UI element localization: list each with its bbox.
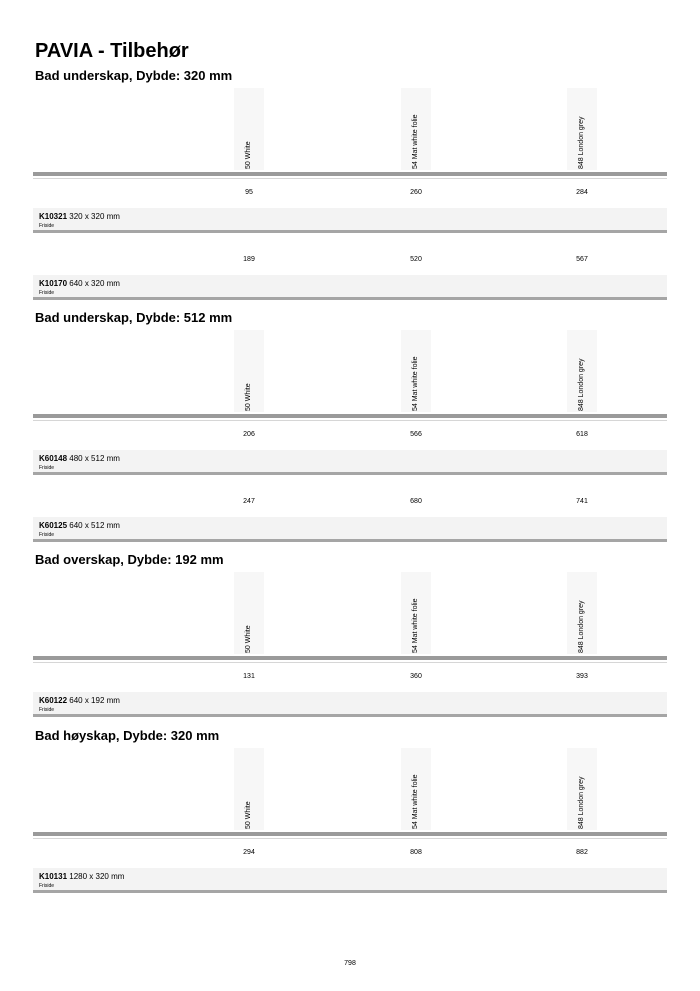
row-rule — [33, 297, 667, 300]
product-line — [39, 279, 120, 288]
column-label: 54 Mat white folie — [412, 598, 419, 653]
table-row — [0, 487, 700, 553]
row-rule — [33, 230, 667, 233]
product-band — [33, 517, 667, 539]
column-label: 50 White — [245, 801, 252, 829]
price-cell: 247 — [243, 498, 255, 505]
price-cell: 808 — [410, 849, 422, 856]
column-label: 54 Mat white folie — [412, 774, 419, 829]
header-rule — [33, 656, 667, 660]
column-header — [0, 330, 700, 414]
product-code: K60125 — [39, 521, 68, 530]
row-rule — [33, 890, 667, 893]
column-label: 848 London grey — [578, 600, 585, 653]
product-subtitle: Friside — [39, 883, 55, 889]
section-title: Bad underskap, Dybde: 320 mm — [35, 68, 233, 83]
section-title: Bad høyskap, Dybde: 320 mm — [35, 728, 220, 743]
product-subtitle: Friside — [39, 707, 55, 713]
product-code: K10131 — [39, 872, 68, 881]
product-subtitle: Friside — [39, 290, 55, 296]
price-cell: 741 — [576, 498, 588, 505]
row-rule — [33, 714, 667, 717]
product-code: K10321 — [39, 212, 68, 221]
product-size: 640 x 192 mm — [69, 696, 120, 705]
price-cell: 680 — [410, 498, 422, 505]
price-cell: 284 — [576, 189, 588, 196]
product-line — [39, 872, 124, 881]
product-band — [33, 450, 667, 472]
row-rule — [33, 539, 667, 542]
price-cell: 131 — [243, 673, 255, 680]
product-size: 320 x 320 mm — [69, 212, 120, 221]
product-band — [33, 868, 667, 890]
column-label: 848 London grey — [578, 776, 585, 829]
product-line — [39, 212, 120, 221]
product-subtitle: Friside — [39, 223, 55, 229]
page-title: PAVIA - Tilbehør — [35, 40, 189, 62]
price-cell: 567 — [576, 256, 588, 263]
product-subtitle: Friside — [39, 532, 55, 538]
price-cell: 294 — [243, 849, 255, 856]
column-label: 54 Mat white folie — [412, 356, 419, 411]
price-cell: 520 — [410, 256, 422, 263]
header-rule — [33, 414, 667, 418]
product-line — [39, 696, 120, 705]
price-cell: 618 — [576, 431, 588, 438]
section-title: Bad overskap, Dybde: 192 mm — [35, 552, 224, 567]
product-code: K60148 — [39, 454, 68, 463]
table-row — [0, 662, 700, 728]
table-row — [0, 420, 700, 486]
product-code: K10170 — [39, 279, 68, 288]
product-size: 640 x 320 mm — [69, 279, 120, 288]
product-size: 1280 x 320 mm — [69, 872, 125, 881]
product-size: 640 x 512 mm — [69, 521, 120, 530]
column-label: 54 Mat white folie — [412, 114, 419, 169]
price-cell: 882 — [576, 849, 588, 856]
product-subtitle: Friside — [39, 465, 55, 471]
column-header — [0, 748, 700, 832]
price-cell: 189 — [243, 256, 255, 263]
table-row — [0, 178, 700, 244]
column-label: 848 London grey — [578, 116, 585, 169]
price-cell: 206 — [243, 431, 255, 438]
column-header — [0, 572, 700, 656]
header-rule — [33, 172, 667, 176]
price-cell: 260 — [410, 189, 422, 196]
product-band — [33, 692, 667, 714]
product-line — [39, 521, 120, 530]
product-code: K60122 — [39, 696, 68, 705]
price-cell: 393 — [576, 673, 588, 680]
price-cell: 360 — [410, 673, 422, 680]
product-band — [33, 275, 667, 297]
column-label: 50 White — [245, 141, 252, 169]
product-line — [39, 454, 120, 463]
table-row — [0, 245, 700, 311]
column-label: 50 White — [245, 625, 252, 653]
column-label: 50 White — [245, 383, 252, 411]
column-header — [0, 88, 700, 172]
price-cell: 95 — [245, 189, 253, 196]
price-cell: 566 — [410, 431, 422, 438]
row-rule — [33, 472, 667, 475]
table-row — [0, 838, 700, 904]
page-number: 798 — [344, 960, 356, 967]
section-title: Bad underskap, Dybde: 512 mm — [35, 310, 233, 325]
product-band — [33, 208, 667, 230]
product-size: 480 x 512 mm — [69, 454, 120, 463]
column-label: 848 London grey — [578, 358, 585, 411]
header-rule — [33, 832, 667, 836]
